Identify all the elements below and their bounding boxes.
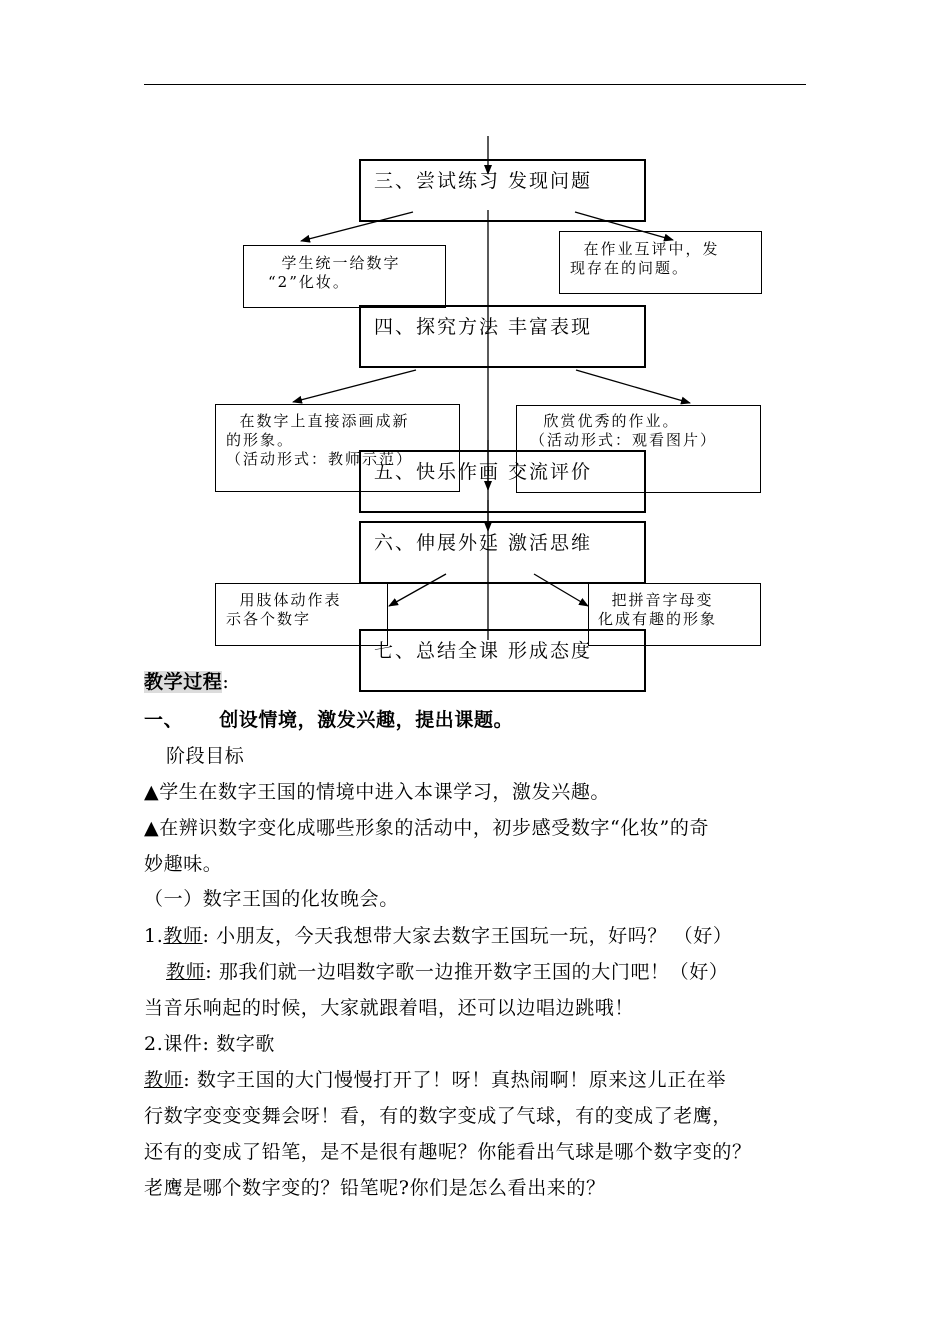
arrow-step4-left xyxy=(293,370,416,402)
paragraph-3-line1 xyxy=(144,1065,726,1092)
step3-label: 三、尝试练习 发现问题 xyxy=(374,170,593,192)
step3-right-text: 在作业互评中，发 现存在的问题。 xyxy=(570,240,720,277)
process-heading: 教学过程 xyxy=(144,671,223,693)
teacher-label: 教师 xyxy=(144,1069,184,1091)
item-1-number: 1. xyxy=(144,925,164,947)
paragraph-3-text: : 数字王国的大门慢慢打开了！呀！真热闹啊！原来这儿正在举 xyxy=(183,1069,727,1091)
teacher-label: 教师 xyxy=(166,961,206,983)
goal-1: ▲学生在数字王国的情境中进入本课学习，激发兴趣。 xyxy=(144,781,611,803)
item-1c: 当音乐响起的时候，大家就跟着唱，还可以边唱边跳哦！ xyxy=(144,997,635,1019)
section1-heading xyxy=(144,705,513,732)
goal-2-line2: 妙趣味。 xyxy=(144,853,223,875)
step3-left-text: 学生统一给数字 “2”化妆。 xyxy=(268,254,401,291)
item-1 xyxy=(144,921,732,948)
step6-right-text: 把拼音字母变 化成有趣的形象 xyxy=(598,591,718,628)
item-1b xyxy=(166,957,728,984)
paragraph-3-line2: 行数字变变变舞会呀！看，有的数字变成了气球，有的变成了老鹰， xyxy=(144,1105,733,1127)
step4-right-text: 欣赏优秀的作业。 （活动形式：观看图片） xyxy=(530,412,718,449)
process-heading-colon: : xyxy=(222,671,230,693)
item-1-text: : 小朋友，今天我想带大家去数字王国玩一玩，好吗？ （好） xyxy=(202,925,733,947)
step4-left-text: 在数字上直接添画成新 的形象。 （活动形式：教师示范） xyxy=(226,412,414,468)
section1-number: 一、 xyxy=(144,709,184,731)
paragraph-3-line3: 还有的变成了铅笔，是不是很有趣呢？你能看出气球是哪个数字变的？ xyxy=(144,1141,752,1163)
section1-title: 创设情境，激发兴趣，提出课题。 xyxy=(219,709,514,731)
step7-label: 七、总结全课 形成态度 xyxy=(374,640,593,662)
item-1b-text: : 那我们就一边唱数字歌一边推开数字王国的大门吧！（好） xyxy=(205,961,729,983)
step5-label: 五、快乐作画 交流评价 xyxy=(374,461,593,483)
goal-2-line1: ▲在辨识数字变化成哪些形象的活动中，初步感受数字“化妆”的奇 xyxy=(144,817,710,839)
stage-goal: 阶段目标 xyxy=(166,745,245,767)
step4-label: 四、探究方法 丰富表现 xyxy=(374,316,593,338)
item-2: 2.课件: 数字歌 xyxy=(144,1033,275,1055)
arrow-step4-right xyxy=(576,370,690,403)
step6-left-text: 用肢体动作表 示各个数字 xyxy=(226,591,342,628)
paragraph-3-line4: 老鹰是哪个数字变的？铅笔呢?你们是怎么看出来的？ xyxy=(144,1177,606,1199)
step6-label: 六、伸展外延 激活思维 xyxy=(374,532,593,554)
process-heading-line xyxy=(144,667,229,694)
teacher-label: 教师 xyxy=(163,925,203,947)
subsection-1: （一）数字王国的化妆晚会。 xyxy=(144,888,399,910)
